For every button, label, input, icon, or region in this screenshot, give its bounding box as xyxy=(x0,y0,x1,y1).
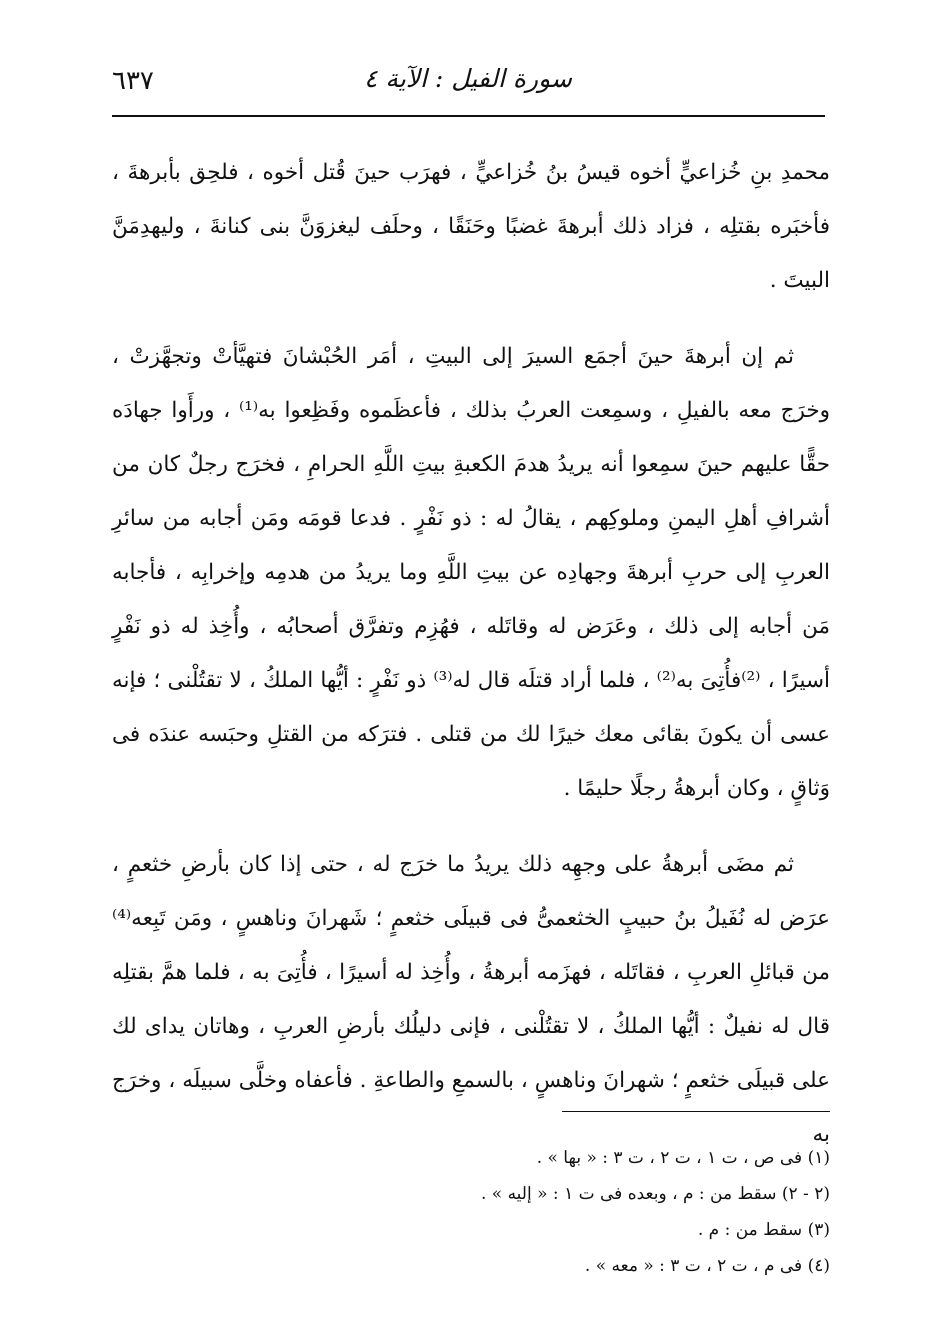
footnote: (٣) سقط من : م . xyxy=(697,1220,830,1240)
header-rule xyxy=(112,115,825,117)
paragraph: ثم إن أبرهةَ حينَ أجمَع السيرَ إلى البيتِ ، أمَر الحُبْشانَ فتهيَّأتْ وتجهَّزتْ ، وخرَج معه بالفيلِ ، وسمِعت العربُ بذلك ، فأعظَموه وفَظِعوا به⁽¹⁾ ، ورأَوا جهادَه حقًّا عليهم حينَ سمِعوا أنه يريدُ هدمَ الكعبةِ بيتِ اللَّهِ الحرامِ ، فخرَج رجلٌ كان من أشرافِ أهلِ اليمنِ وملوكِهم ، يقالُ له : ذو نَفْرٍ . فدعا قومَه ومَن أجابه من سائرِ العربِ إلى حربِ أبرهةَ وجهادِه عن بيتِ اللَّهِ وما يريدُ من هدمِه وإخرابِه ، فأجابه مَن أجابه إلى ذلك ، وعَرَض له وقاتَله ، فهُزِم وتفرَّق أصحابُه ، وأُخِذ له ذو نَفْرٍ أسيرًا ، ⁽²⁾فأُتِىَ به⁽²⁾ ، فلما أراد قتلَه قال له⁽³⁾ ذو نَفْرٍ : أيُّها الملكُ ، لا تقتُلْنى ؛ فإنه عسى أن يكونَ بقائى معك خيرًا لك من قتلى . فترَكه من القتلِ وحبَسه عندَه فى وَثاقٍ ، وكان أبرهةُ رجلًا حليمًا . xyxy=(112,344,831,801)
footnote: (٢ - ٢) سقط من : م ، وبعده فى ت ١ : « إليه » . xyxy=(480,1184,830,1204)
paragraph: ثم مضَى أبرهةُ على وجهِه ذلك يريدُ ما خرَج له ، حتى إذا كان بأرضِ خثعمٍ ، عرَض له نُفَيلُ بنُ حبيبٍ الخثعمىُّ فى قبيلَى خثعمٍ ؛ شَهرانَ وناهسٍ ، ومَن تَبِعه⁽⁴⁾ من قبائلِ العربِ ، فقاتَله ، فهزَمه أبرهةُ ، وأُخِذ له أسيرًا ، فأُتِىَ به ، فلما همَّ بقتلِه قال له نفيلٌ : أيُّها الملكُ ، لا تقتُلْنى ، فإنى دليلُك بأرضِ العربِ ، وهاتان يداى لك على قبيلَى خثعمٍ ؛ شهرانَ وناهسٍ ، بالسمعِ والطاعةِ . فأعفاه وخلَّى سبيلَه ، وخرَج به xyxy=(112,852,830,1147)
page-header xyxy=(112,60,824,110)
page-number: ٦٣٧ xyxy=(112,66,154,96)
main-text xyxy=(112,146,830,1162)
footnotes xyxy=(112,1140,830,1284)
footnote-separator xyxy=(562,1111,830,1112)
paragraph: محمدِ بنِ خُزاعيٍّ أخوه قيسُ بنُ خُزاعيٍّ ، فهرَب حينَ قُتل أخوه ، فلحِق بأبرهةَ ، فأخبَره بقتلِه ، فزاد ذلك أبرهةَ غضبًا وحَنَقًا ، وحلَف ليغزوَنَّ بنى كنانةَ ، وليهدِمَنَّ البيتَ . xyxy=(112,160,830,293)
running-title: سورة الفيل : الآية ٤ xyxy=(364,64,572,93)
footnote: (٤) فى م ، ت ٢ ، ت ٣ : « معه » . xyxy=(584,1256,830,1276)
footnote: (١) فى ص ، ت ١ ، ت ٢ ، ت ٣ : « بها » . xyxy=(536,1148,830,1168)
